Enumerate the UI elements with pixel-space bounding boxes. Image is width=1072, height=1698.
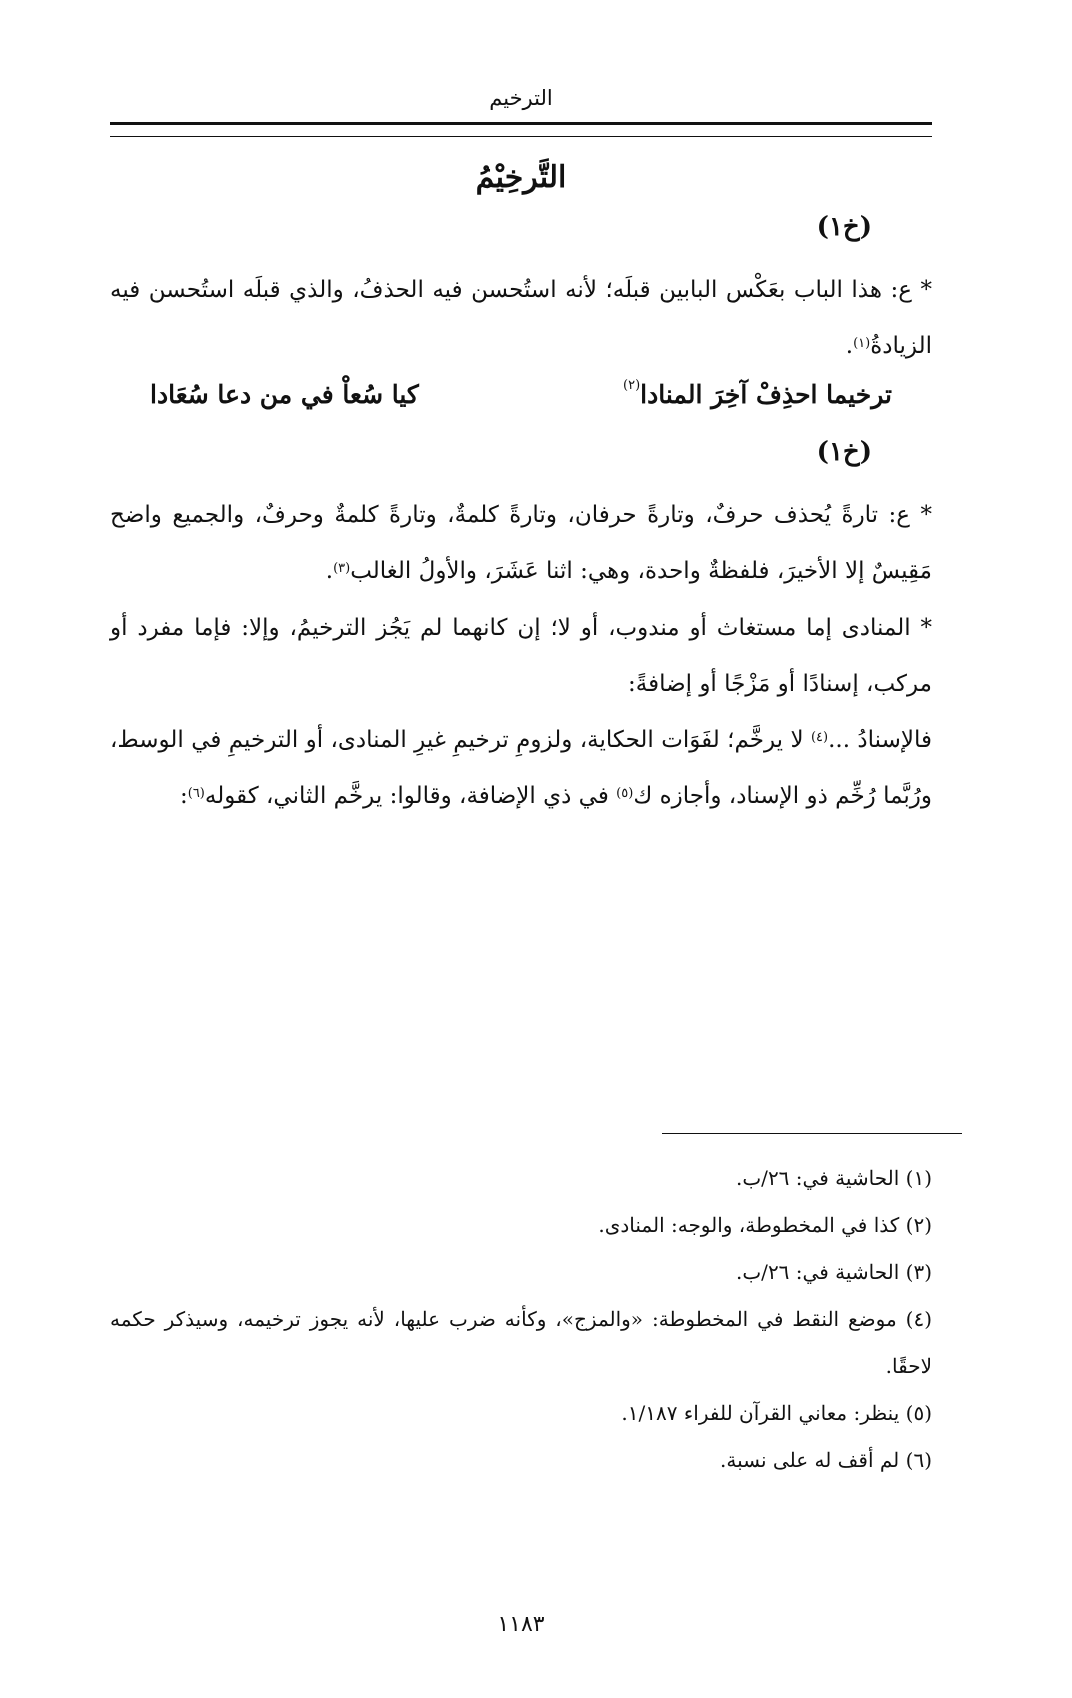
page-number: ١١٨٣ [497,1612,545,1637]
paragraph-text: فالإسنادُ ... [828,727,932,753]
footnote-1: (١) الحاشية في: ٢٦/ب. [736,1166,932,1190]
paragraph-end: . [325,558,334,584]
footnote-4: (٤) موضع النقط في المخطوطة: «والمزج»، وكأنه ضرب عليها، لأنه يجوز ترخيمه، وسيذكر حكمه لاحقًا. [110,1307,932,1378]
footnote-ref[interactable]: (٦) [187,786,205,801]
footnote-3: (٣) الحاشية في: ٢٦/ب. [736,1260,932,1284]
paragraph-4 [110,712,932,824]
paragraph-2 [110,487,932,599]
footnote-separator [662,1133,962,1134]
footnotes-section [110,1155,932,1484]
paragraph-1 [110,262,932,374]
footnote-2: (٢) كذا في المخطوطة، والوجه: المنادى. [598,1213,932,1237]
paragraph-end: . [845,333,854,359]
paragraph-text: في ذي الإضافة، وقالوا: يرخَّم الثاني، كقوله [204,783,617,809]
paragraph-3: * المنادى إما مستغاث أو مندوب، أو لا؛ إن كانهما لم يَجُز الترخيمُ، وإلا: فإما مفرد أو مركب، إسنادًا أو مَزْجًا أو إضافةً: [110,615,932,697]
manuscript-marker: (خ١) [816,437,872,467]
verse-first-hemistich-text: ترخيما احذِفْ آخِرَ المنادا [640,380,892,409]
verse-first-hemistich [623,380,892,409]
paragraph-end: : [179,783,188,809]
footnote-6: (٦) لم أقف له على نسبة. [720,1448,932,1472]
running-header-title: الترخيم [489,86,553,110]
footnote-ref[interactable]: (٥) [616,786,634,801]
paragraph-text: لا يرخَّم؛ لفَوَات الحكاية، ولزومِ ترخيمِ غيرِ المنادى، أو الترخيمِ في الوسط، ورُبَّما رُخِّم ذو الإسناد، وأجازه ك [110,727,932,809]
header-rule-thin [110,136,932,137]
header-rule-thick [110,122,932,125]
paragraph-text: * ع: هذا الباب بعَكْس البابين قبلَه؛ لأنه استُحسن فيه الحذفُ، والذي قبلَه استُحسن فيه الزيادةُ [110,277,932,359]
chapter-title: التَّرخِيْمُ [475,160,567,195]
footnote-ref[interactable]: (٢) [623,378,641,393]
footnote-ref[interactable]: (٤) [810,730,829,745]
footnote-ref[interactable]: (٣) [333,561,351,576]
verse-line [110,380,932,424]
footnote-5: (٥) ينظر: معاني القرآن للفراء ١/١٨٧. [621,1401,932,1425]
verse-second-hemistich: كيا سُعاْ في من دعا سُعَادا [150,380,419,409]
paragraph-text: * ع: تارةً يُحذف حرفٌ، وتارةً حرفان، وتارةً كلمةٌ، وتارةً كلمةٌ وحرفٌ، والجميع واضح مَقِيسٌ إلا الأخيرَ، فلفظةٌ واحدة، وهي: اثنا عَشَرَ، والأولُ الغالب [110,502,932,584]
manuscript-marker: (خ١) [816,212,872,242]
footnote-ref[interactable]: (١) [853,336,871,351]
